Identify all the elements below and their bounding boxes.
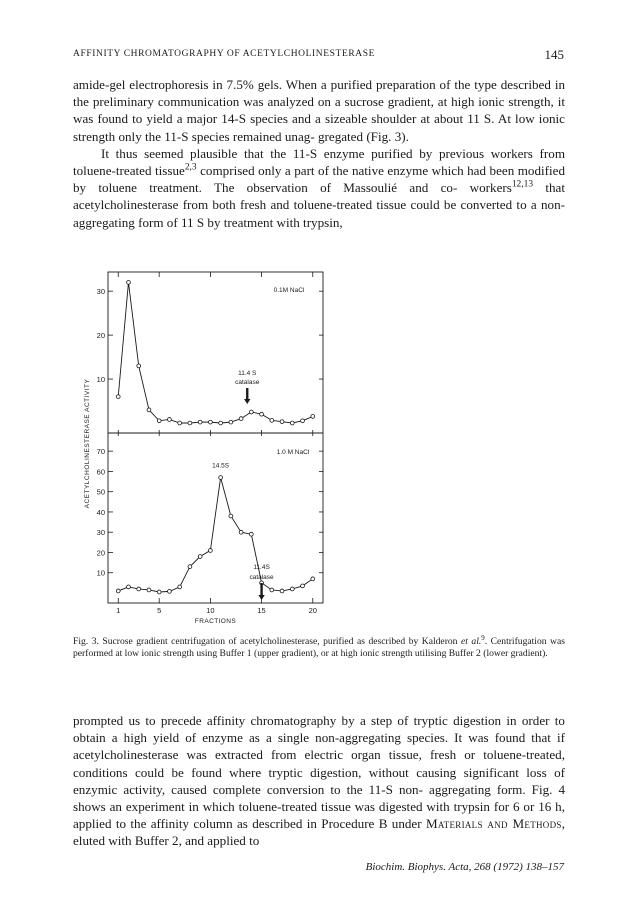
text-line: amide-gel electrophoresis in 7.5% gels. When a purified preparation of the type xyxy=(73,77,497,92)
x-tick-label: 20 xyxy=(308,606,317,615)
caption-et-al: et al. xyxy=(460,636,482,647)
lower-marker-label: 11.4S xyxy=(253,564,270,571)
y-tick-label-lower: 20 xyxy=(96,548,105,558)
x-tick-label: 1 xyxy=(116,606,121,615)
data-point xyxy=(147,408,151,412)
data-point xyxy=(280,589,284,593)
y-tick-label-upper: 20 xyxy=(96,331,105,341)
caption-reference: 9 xyxy=(481,634,485,642)
x-tick-label: 5 xyxy=(157,606,162,615)
lower-marker-arrow-head xyxy=(258,595,264,600)
text-line: that acetylcholinesterase from both fresh and toluene-treated tissue xyxy=(73,180,565,213)
running-head-title: AFFINITY CHROMATOGRAPHY OF ACETYLCHOLINESTERASE xyxy=(73,49,376,59)
data-point xyxy=(198,555,202,559)
data-point xyxy=(127,280,131,284)
figure-3 xyxy=(80,268,350,636)
text-line: , eluted with Buffer 2, and applied to xyxy=(73,816,565,849)
data-point xyxy=(270,588,274,592)
upper-marker-catalase: catalase xyxy=(235,379,260,386)
lower-marker-catalase: catalase xyxy=(249,574,274,581)
peak-label: 14.5S xyxy=(212,462,230,470)
y-tick-label-lower: 10 xyxy=(96,568,105,578)
chart-frame xyxy=(108,272,323,603)
chart-labels xyxy=(84,287,317,625)
body-text-bottom xyxy=(73,712,565,850)
paragraph-toluene xyxy=(73,145,565,231)
upper-marker-arrow-head xyxy=(244,399,250,404)
data-point xyxy=(270,418,274,422)
y-axis-label: ACETYLCHOLINESTERASE ACTIVITY xyxy=(84,378,91,509)
text-line: comprised only a part of the native enzyme which xyxy=(196,163,464,179)
data-point xyxy=(147,588,151,592)
series-upper-gradient xyxy=(116,280,314,424)
x-axis-label: FRACTIONS xyxy=(194,618,237,625)
data-point xyxy=(290,421,294,425)
data-point xyxy=(208,549,212,553)
y-tick-label-lower: 30 xyxy=(96,528,105,538)
text-line: toluene-treated, conditions could be found where tryptic digestion, without causing xyxy=(73,747,565,780)
text-line: from toluene-treated tissue xyxy=(73,145,565,179)
text-line: described in the preliminary communication was analyzed on a sucrose gradient, xyxy=(73,77,565,110)
data-point xyxy=(116,395,120,399)
text-line: gregated (Fig. 3). xyxy=(317,128,409,144)
text-line: It thus seemed plausible that the 11-S enzyme purified by previous workers xyxy=(101,145,533,161)
data-point xyxy=(157,419,161,423)
data-point xyxy=(178,585,182,589)
data-point xyxy=(178,421,182,425)
data-point xyxy=(188,565,192,569)
data-point xyxy=(116,589,120,593)
data-point xyxy=(168,589,172,593)
running-head xyxy=(73,49,564,67)
plot-border xyxy=(108,272,323,603)
condition-label-lower: 1.0 M NaCl xyxy=(276,449,310,456)
text-line: had been modified by toluene treatment. The observation of Massoulié and co- xyxy=(73,163,565,196)
data-point xyxy=(188,421,192,425)
data-point xyxy=(301,584,305,588)
y-tick-label-upper: 10 xyxy=(96,375,105,385)
data-point xyxy=(198,420,202,424)
reference-superscript: 2,3 xyxy=(184,162,197,173)
paragraph-tryptic-digestion xyxy=(73,712,565,850)
data-point xyxy=(280,420,284,424)
data-point xyxy=(311,577,315,581)
text-line: workers xyxy=(469,180,512,196)
y-tick-label-lower: 70 xyxy=(96,447,105,457)
data-point xyxy=(249,410,253,414)
data-point xyxy=(301,419,305,423)
condition-label-upper: 0.1M NaCl xyxy=(273,287,305,294)
text-line: Procedure B under xyxy=(321,816,426,832)
data-point xyxy=(249,532,253,536)
data-point xyxy=(208,420,212,424)
data-point xyxy=(311,415,315,419)
data-point xyxy=(219,476,223,480)
chart-annotations xyxy=(212,370,274,600)
data-point xyxy=(290,587,294,591)
text-line: order to obtain a high yield of enzyme as a single non-aggregating species. It was xyxy=(73,713,565,746)
data-point xyxy=(260,412,264,416)
data-point xyxy=(239,417,243,421)
series-lower-gradient xyxy=(116,476,314,594)
y-tick-label-lower: 50 xyxy=(96,487,105,497)
section-reference: Materials and Methods xyxy=(425,816,562,832)
data-point xyxy=(137,364,141,368)
data-point xyxy=(229,420,233,424)
series-line xyxy=(118,282,313,423)
caption-text: high ionic strength utilising Buffer 2 (lower gradient). xyxy=(340,648,548,660)
upper-marker-label: 11.4 S xyxy=(238,370,257,377)
text-line: found that if acetylcholinesterase was extracted from electric organ tissue, fresh or xyxy=(73,730,565,763)
x-tick-label: 15 xyxy=(257,606,266,615)
text-line: significant loss of enzymic activity, caused complete conversion to the 11-S non- xyxy=(73,764,565,797)
data-point xyxy=(219,421,223,425)
y-tick-label-upper: 30 xyxy=(96,287,105,297)
x-tick-label: 10 xyxy=(206,606,215,615)
caption-figure-number: Fig. 3. xyxy=(73,636,99,647)
text-line: could be converted to a non-aggregating form of 11 S by treatment with trypsin, xyxy=(73,197,565,230)
data-point xyxy=(229,514,233,518)
data-point xyxy=(157,590,161,594)
caption-text: Sucrose gradient centrifugation of acetylcholinesterase, purified as described by Kalderon xyxy=(98,636,458,647)
series-line xyxy=(118,478,313,592)
text-line: aggregating form. Fig. 4 shows an experiment in which toluene-treated tissue was xyxy=(73,781,566,815)
text-line: shoulder at about 11 S. At low ionic strength only the 11-S species remained unag- xyxy=(73,111,565,144)
body-text-top xyxy=(73,76,565,231)
data-point xyxy=(168,418,172,422)
y-tick-label-lower: 40 xyxy=(96,507,105,517)
y-tick-label-lower: 60 xyxy=(96,467,105,477)
caption-text: . Centrifugation was performed at low ionic strength using Buffer 1 (upper gradient), or at xyxy=(73,636,565,660)
figure-caption xyxy=(73,636,565,661)
data-point xyxy=(239,530,243,534)
data-point xyxy=(137,587,141,591)
text-line: prompted us to precede affinity chromatography by a step of tryptic digestion in xyxy=(73,713,517,728)
journal-citation: Biochim. Biophys. Acta, 268 (1972) 138–157 xyxy=(365,861,564,873)
page-number: 145 xyxy=(544,47,564,62)
data-point xyxy=(127,585,131,589)
paragraph-electrophoresis xyxy=(73,76,565,145)
sucrose-gradient-chart xyxy=(80,268,350,636)
text-line: digested with trypsin for 6 or 16 h, applied to the affinity column as described in xyxy=(73,799,565,832)
chart-ticks xyxy=(108,272,323,603)
reference-superscript: 12,13 xyxy=(511,179,534,190)
text-line: at high ionic strength, it was found to yield a major 14-S species and a sizeable xyxy=(73,94,565,127)
